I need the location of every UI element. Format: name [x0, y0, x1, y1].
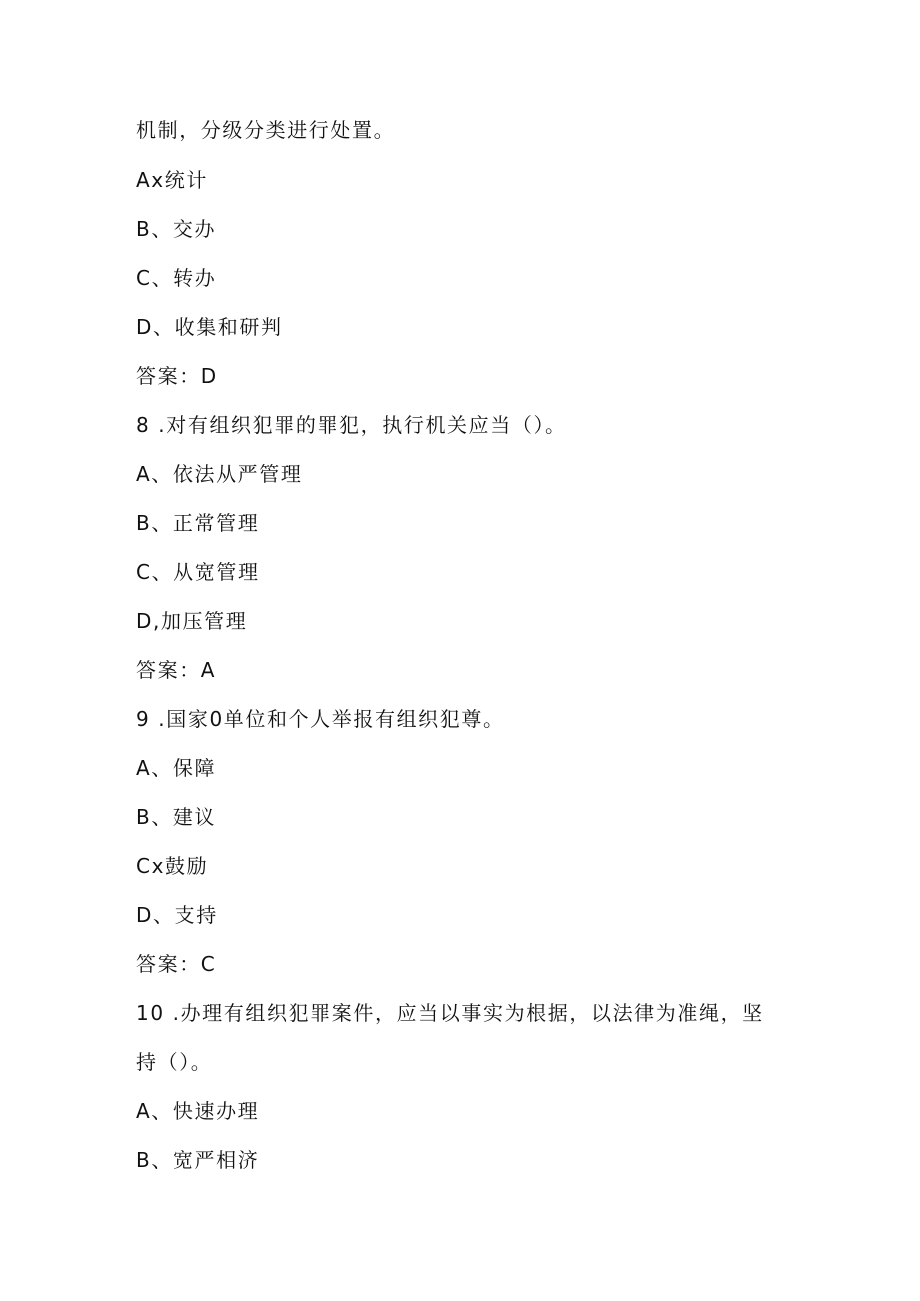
- option-a-q7: Ax统计: [136, 168, 208, 192]
- option-b-q10: B、宽严相济: [136, 1148, 260, 1172]
- option-d-q8: D,加压管理: [136, 609, 248, 633]
- option-d-q7: D、收集和研判: [136, 315, 283, 339]
- option-a-q8: A、依法从严管理: [136, 462, 303, 486]
- answer-q7: 答案：D: [136, 364, 218, 388]
- option-d-q9: D、支持: [136, 903, 218, 927]
- text-line-mechanism: 机制，分级分类进行处置。: [136, 118, 396, 142]
- option-b-q9: B、建议: [136, 805, 217, 829]
- option-c-q9: Cx鼓励: [136, 854, 209, 878]
- option-c-q8: C、从宽管理: [136, 560, 260, 584]
- option-b-q8: B、正常管理: [136, 511, 260, 535]
- question-10-line1: 10 .办理有组织犯罪案件，应当以事实为根据，以法律为准绳，坚: [136, 1001, 764, 1025]
- option-a-q9: A、保障: [136, 756, 217, 780]
- answer-q9: 答案：C: [136, 952, 217, 976]
- question-9: 9 .国家0单位和个人举报有组织犯尊。: [136, 707, 505, 731]
- option-c-q7: C、转办: [136, 266, 217, 290]
- answer-q8: 答案：A: [136, 658, 217, 682]
- question-8: 8 .对有组织犯罪的罪犯，执行机关应当（）。: [136, 413, 567, 437]
- question-10-line2: 持（）。: [136, 1050, 213, 1074]
- option-b-q7: B、交办: [136, 217, 217, 241]
- option-a-q10: A、快速办理: [136, 1099, 260, 1123]
